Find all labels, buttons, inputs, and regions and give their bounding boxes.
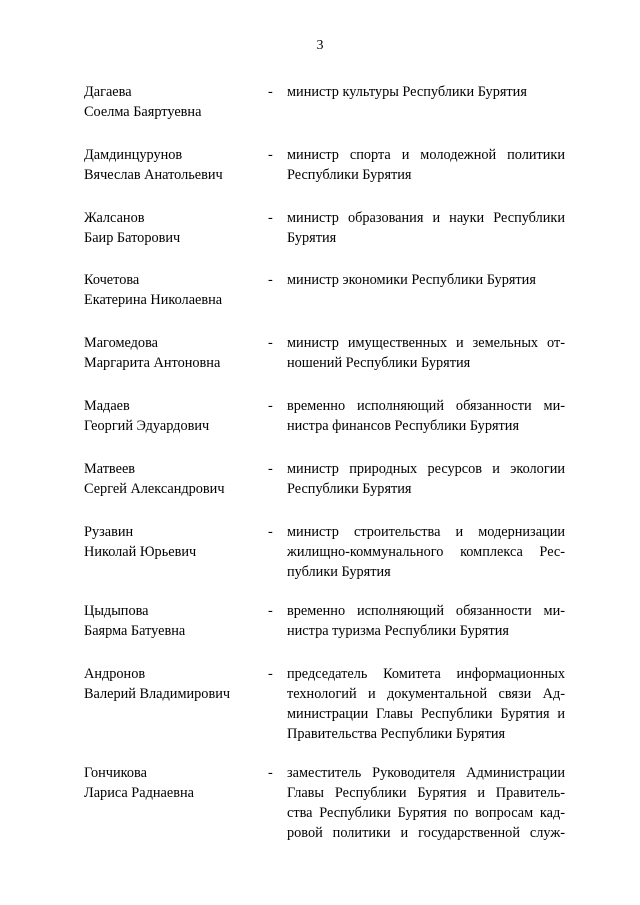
given-names: Георгий Эдуардович: [84, 418, 210, 434]
given-names: Сергей Александрович: [84, 481, 225, 497]
dash-separator: -: [268, 524, 273, 540]
position-title: [287, 82, 565, 102]
position-line: Главы Республики Бурятия и Правитель-: [287, 785, 565, 801]
surname: Магомедова: [84, 335, 158, 351]
person-name: [84, 601, 264, 641]
position-line: технологий и документальной связи Ад-: [287, 686, 565, 702]
surname: Андронов: [84, 666, 146, 682]
position-line: министр природных ресурсов и экологии: [287, 461, 565, 477]
person-name: [84, 763, 264, 803]
dash-separator: -: [268, 335, 273, 351]
position-title: [287, 270, 565, 290]
position-line: Республики Бурятия: [287, 167, 412, 183]
position-line: ношений Республики Бурятия: [287, 355, 471, 371]
position-line: заместитель Руководителя Администрации: [287, 765, 565, 781]
dash-separator: -: [268, 147, 273, 163]
position-line: председатель Комитета информационных: [287, 666, 565, 682]
position-title: [287, 333, 565, 373]
person-name: [84, 333, 264, 373]
position-line: министр культуры Республики Бурятия: [287, 84, 527, 100]
given-names: Маргарита Антоновна: [84, 355, 221, 371]
position-line: нистра туризма Республики Бурятия: [287, 623, 509, 639]
person-name: [84, 208, 264, 248]
position-line: министр образования и науки Республики: [287, 210, 565, 226]
position-line: ровой политики и государственной служ-: [287, 825, 565, 841]
surname: Гончикова: [84, 765, 147, 781]
given-names: Баярма Батуевна: [84, 623, 186, 639]
position-line: временно исполняющий обязанности ми-: [287, 603, 565, 619]
dash-separator: -: [268, 398, 273, 414]
position-line: министр спорта и молодежной политики: [287, 147, 565, 163]
person-name: [84, 396, 264, 436]
surname: Рузавин: [84, 524, 134, 540]
person-name: [84, 270, 264, 310]
position-title: [287, 145, 565, 185]
given-names: Баир Баторович: [84, 230, 181, 246]
position-title: [287, 763, 565, 843]
surname: Кочетова: [84, 272, 140, 288]
position-line: Республики Бурятия: [287, 481, 412, 497]
position-line: ства Республики Бурятия по вопросам кад-: [287, 805, 565, 821]
position-title: [287, 601, 565, 641]
position-line: Правительства Республики Бурятия: [287, 726, 506, 742]
surname: Дагаева: [84, 84, 132, 100]
given-names: Екатерина Николаевна: [84, 292, 223, 308]
surname: Цыдыпова: [84, 603, 149, 619]
given-names: Лариса Раднаевна: [84, 785, 194, 801]
position-title: [287, 664, 565, 744]
surname: Жалсанов: [84, 210, 145, 226]
given-names: Николай Юрьевич: [84, 544, 197, 560]
given-names: Вячеслав Анатольевич: [84, 167, 223, 183]
person-name: [84, 664, 264, 704]
given-names: Соелма Баяртуевна: [84, 104, 202, 120]
position-line: временно исполняющий обязанности ми-: [287, 398, 565, 414]
surname: Матвеев: [84, 461, 136, 477]
position-line: министр имущественных и земельных от-: [287, 335, 565, 351]
dash-separator: -: [268, 210, 273, 226]
position-line: жилищно-коммунального комплекса Рес-: [287, 544, 565, 560]
given-names: Валерий Владимирович: [84, 686, 231, 702]
position-line: министрации Главы Республики Бурятия и: [287, 706, 565, 722]
page-number: 3: [316, 38, 324, 53]
position-line: Бурятия: [287, 230, 337, 246]
person-name: [84, 522, 264, 562]
position-line: министр строительства и модернизации: [287, 524, 565, 540]
surname: Мадаев: [84, 398, 130, 414]
person-name: [84, 145, 264, 185]
dash-separator: -: [268, 461, 273, 477]
surname: Дамдинцурунов: [84, 147, 183, 163]
dash-separator: -: [268, 666, 273, 682]
position-title: [287, 396, 565, 436]
dash-separator: -: [268, 84, 273, 100]
person-name: [84, 459, 264, 499]
position-title: [287, 208, 565, 248]
dash-separator: -: [268, 603, 273, 619]
dash-separator: -: [268, 765, 273, 781]
dash-separator: -: [268, 272, 273, 288]
position-line: нистра финансов Республики Бурятия: [287, 418, 520, 434]
position-title: [287, 522, 565, 582]
position-line: публики Бурятия: [287, 564, 391, 580]
person-name: [84, 82, 264, 122]
position-title: [287, 459, 565, 499]
position-line: министр экономики Республики Бурятия: [287, 272, 536, 288]
